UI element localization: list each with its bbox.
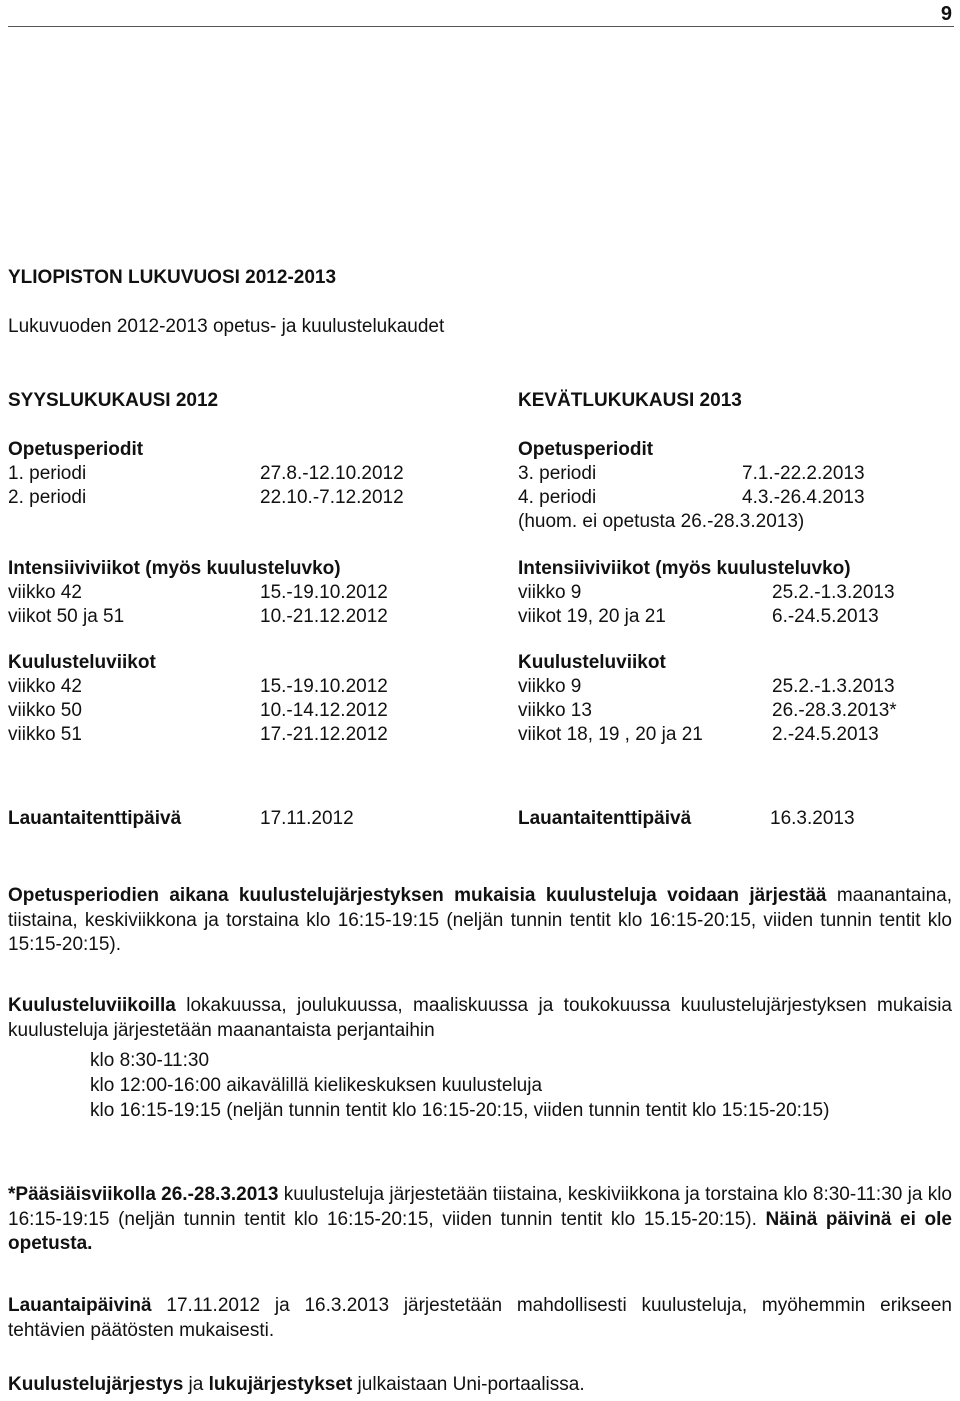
spring-intensive-heading: Intensiiviviikot (myös kuulusteluvko)	[518, 558, 851, 579]
paragraph-easter-week	[8, 1183, 952, 1257]
spring-period-label: 3. periodi	[518, 463, 597, 484]
paragraph-exam-weeks	[8, 994, 952, 1043]
spring-period-row	[518, 462, 958, 486]
spring-intensive-label: viikko 9	[518, 582, 582, 603]
page-subtitle: Lukuvuoden 2012-2013 opetus- ja kuulustelukaudet	[8, 316, 445, 337]
paragraph-bold: lukujärjestykset	[208, 1374, 353, 1395]
header-rule	[8, 26, 954, 27]
spring-period-value: 4.3.-26.4.2013	[742, 487, 865, 508]
paragraph-bold: Lauantaipäivinä	[8, 1295, 152, 1316]
spring-intensive-row	[518, 605, 958, 629]
autumn-exam-label: viikko 50	[8, 700, 82, 721]
spring-intensive-value: 25.2.-1.3.2013	[772, 582, 895, 603]
paragraph-text: ja	[183, 1374, 209, 1395]
autumn-intensive-label: viikot 50 ja 51	[8, 606, 125, 627]
exam-time-item: klo 8:30-11:30	[90, 1050, 210, 1071]
autumn-column	[8, 389, 488, 747]
paragraph-teaching-periods	[8, 884, 952, 958]
autumn-period-row	[8, 462, 488, 486]
autumn-exam-heading: Kuulusteluviikot	[8, 652, 156, 673]
paragraph-text: kuulusteluja järjestetään tiistaina, keskiviikkona ja torstaina klo 8:30-11:30 ja klo 16:15-19:15 (neljän tunnin tentit klo 16:15-20:15, viiden tunnin tentit klo 15.15-20:15).	[8, 1184, 952, 1230]
spring-heading: KEVÄTLUKUKAUSI 2013	[518, 390, 742, 411]
spring-period-row	[518, 486, 958, 510]
paragraph-publication	[8, 1373, 585, 1397]
spring-exam-label: viikko 9	[518, 676, 582, 697]
spring-exam-row	[518, 699, 958, 723]
spring-exam-row	[518, 723, 958, 747]
paragraph-bold: Kuulusteluviikoilla	[8, 995, 176, 1016]
spring-periods-heading: Opetusperiodit	[518, 439, 654, 460]
spring-exam-value: 25.2.-1.3.2013	[772, 676, 895, 697]
autumn-periods-heading: Opetusperiodit	[8, 439, 144, 460]
autumn-saturday-value: 17.11.2012	[260, 808, 354, 829]
spring-intensive-value: 6.-24.5.2013	[772, 606, 879, 627]
autumn-exam-value: 17.-21.12.2012	[260, 724, 388, 745]
autumn-intensive-value: 15.-19.10.2012	[260, 582, 388, 603]
autumn-heading: SYYSLUKUKAUSI 2012	[8, 390, 219, 411]
autumn-exam-row	[8, 699, 488, 723]
autumn-saturday-label: Lauantaitenttipäivä	[8, 808, 182, 829]
autumn-period-row	[8, 486, 488, 510]
paragraph-text: 17.11.2012 ja 16.3.2013 järjestetään mahdollisesti kuulusteluja, myöhemmin erikseen tehtävien päätösten mukaisesti.	[8, 1295, 952, 1341]
exam-time-item: klo 16:15-19:15 (neljän tunnin tentit klo 16:15-20:15, viiden tunnin tentit klo 15:15-20:15)	[90, 1100, 830, 1121]
spring-intensive-row	[518, 581, 958, 605]
spring-saturday-label: Lauantaitenttipäivä	[518, 808, 692, 829]
autumn-intensive-row	[8, 581, 488, 605]
spring-exam-row	[518, 675, 958, 699]
paragraph-bold: Kuulustelujärjestys	[8, 1374, 184, 1395]
spring-exam-heading: Kuulusteluviikot	[518, 652, 666, 673]
spring-exam-value: 2.-24.5.2013	[772, 724, 879, 745]
autumn-exam-label: viikko 42	[8, 676, 82, 697]
autumn-intensive-label: viikko 42	[8, 582, 82, 603]
spring-column	[518, 389, 958, 747]
paragraph-bold-end: Näinä päivinä ei ole opetusta.	[8, 1208, 953, 1254]
autumn-exam-value: 10.-14.12.2012	[260, 700, 388, 721]
spring-exam-label: viikko 13	[518, 700, 592, 721]
paragraph-text: maanantaina, tiistaina, keskiviikkona ja torstaina klo 16:15-19:15 (neljän tunnin tentit klo 16:15-20:15, viiden tunnin tentit klo 15:15-20:15).	[8, 885, 952, 955]
autumn-intensive-value: 10.-21.12.2012	[260, 606, 388, 627]
autumn-period-label: 2. periodi	[8, 487, 87, 508]
spring-saturday-value: 16.3.2013	[770, 808, 855, 829]
autumn-exam-row	[8, 723, 488, 747]
spring-exam-value: 26.-28.3.2013*	[772, 700, 897, 721]
autumn-exam-value: 15.-19.10.2012	[260, 676, 388, 697]
page-title: YLIOPISTON LUKUVUOSI 2012-2013	[8, 267, 337, 288]
spring-period-value: 7.1.-22.2.2013	[742, 463, 865, 484]
paragraph-bold: Opetusperiodien aikana kuulustelujärjestyksen mukaisia kuulusteluja voidaan järjestää	[8, 885, 827, 906]
autumn-period-value: 22.10.-7.12.2012	[260, 487, 404, 508]
autumn-intensive-row	[8, 605, 488, 629]
paragraph-saturdays	[8, 1294, 952, 1343]
page-number: 9	[940, 3, 952, 25]
paragraph-bold: *Pääsiäisviikolla 26.-28.3.2013	[8, 1184, 279, 1205]
autumn-exam-row	[8, 675, 488, 699]
autumn-intensive-heading: Intensiiviviikot (myös kuulusteluvko)	[8, 558, 341, 579]
spring-intensive-label: viikot 19, 20 ja 21	[518, 606, 666, 627]
spring-period-note: (huom. ei opetusta 26.-28.3.2013)	[518, 511, 805, 532]
autumn-period-value: 27.8.-12.10.2012	[260, 463, 404, 484]
spring-exam-label: viikot 18, 19 , 20 ja 21	[518, 724, 703, 745]
autumn-period-label: 1. periodi	[8, 463, 87, 484]
exam-time-item: klo 12:00-16:00 aikavälillä kielikeskuksen kuulusteluja	[90, 1075, 543, 1096]
autumn-exam-label: viikko 51	[8, 724, 82, 745]
paragraph-text: lokakuussa, joulukuussa, maaliskuussa ja toukokuussa kuulustelujärjestyksen mukaisia kuulusteluja järjestetään maanantaista perjantaihin	[8, 995, 952, 1041]
spring-period-label: 4. periodi	[518, 487, 597, 508]
paragraph-text: julkaistaan Uni-portaalissa.	[352, 1374, 585, 1395]
